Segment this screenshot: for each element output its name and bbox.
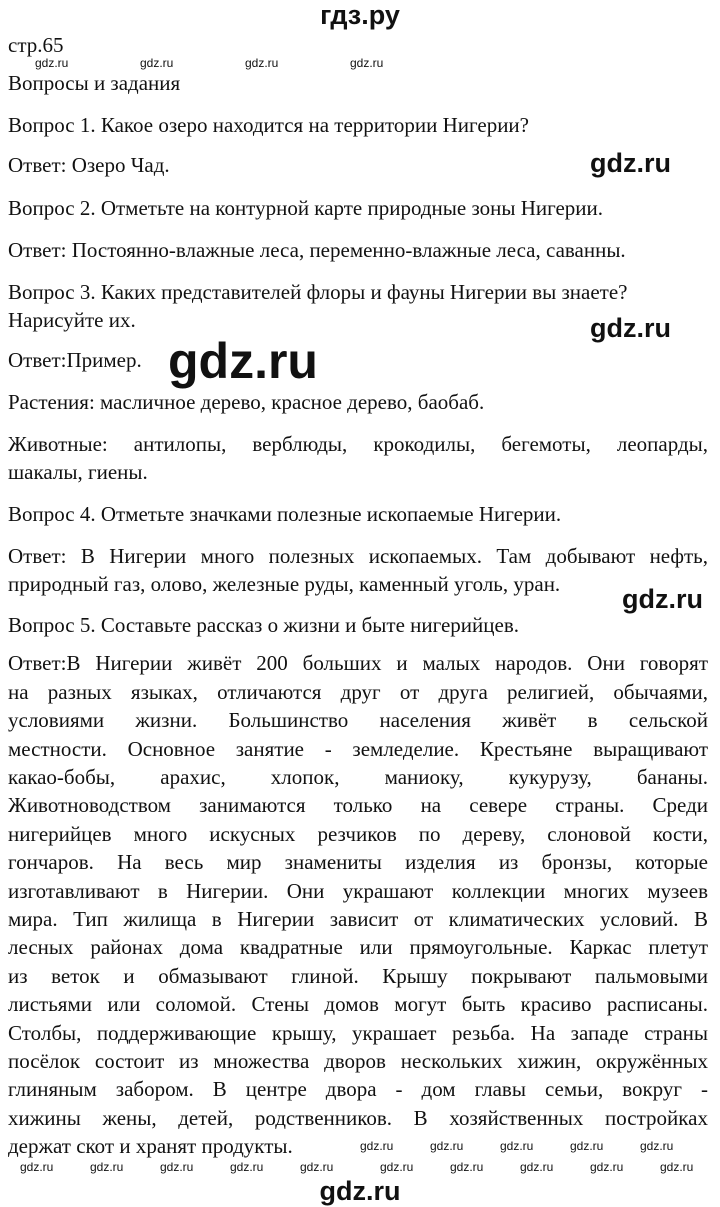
answer-5-line: гончаров. На весь мир знамениты изделия из бронзы, которые [8,850,708,874]
watermark: gdz.ru [520,1160,554,1174]
watermark-large: gdz.ru [168,333,318,389]
watermark: gdz.ru [590,148,671,178]
watermark: gdz.ru [35,56,69,70]
question-3-line: Вопрос 3. Каких представителей флоры и фауны Нигерии вы знаете? [8,280,628,304]
answer-1: Ответ: Озеро Чад. [8,153,170,177]
answer-4-line: Ответ: В Нигерии много полезных ископаемых. Там добывают нефть, [8,544,708,568]
answer-3-plants: Растения: масличное дерево, красное дерево, баобаб. [8,390,485,414]
section-title: Вопросы и задания [8,71,181,95]
answer-5-line: хижины жены, детей, родственников. В хозяйственных постройках [8,1106,708,1130]
watermark: gdz.ru [500,1139,534,1153]
site-header-logo: гдз.ру [320,0,400,30]
answer-5-line: посёлок состоит из множества дворов нескольких хижин, окружённых [8,1049,708,1073]
watermark: gdz.ru [430,1139,464,1153]
answer-5-line: на разных языках, отличаются друг от друга религией, обычаями, [8,680,708,704]
watermark: gdz.ru [90,1160,124,1174]
answer-5-line: изготавливают в Нигерии. Они украшают коллекции многих музеев [8,879,708,903]
watermark: gdz.ru [360,1139,394,1153]
watermark: gdz.ru [590,313,671,343]
question-5: Вопрос 5. Составьте рассказ о жизни и быте нигерийцев. [8,613,519,637]
question-4: Вопрос 4. Отметьте значками полезные ископаемые Нигерии. [8,502,562,526]
watermark: gdz.ru [660,1160,694,1174]
watermark: gdz.ru [640,1139,674,1153]
watermark: gdz.ru [20,1160,54,1174]
answer-5-line: из веток и обмазывают глиной. Крышу покрывают пальмовыми [8,964,708,988]
page-number: стр.65 [8,33,64,57]
answer-3-animals-line: Животные: антилопы, верблюды, крокодилы, бегемоты, леопарды, [8,432,708,456]
site-footer-logo: gdz.ru [319,1176,401,1206]
answer-5-line: глиняным забором. В центре двора - дом главы семьи, вокруг - [8,1077,708,1101]
answer-2: Ответ: Постоянно-влажные леса, переменно-влажные леса, саванны. [8,238,626,262]
question-3-line: Нарисуйте их. [8,308,136,332]
watermark: gdz.ru [230,1160,264,1174]
answer-5-line: Ответ:В Нигерии живёт 200 больших и малых народов. Они говорят [8,651,708,675]
answer-5-line: Столбы, поддерживающие крышу, украшает резьба. На западе страны [8,1021,708,1045]
answer-5-line: Животноводством занимаются только на севере страны. Среди [8,793,708,817]
watermark: gdz.ru [140,56,174,70]
watermark: gdz.ru [245,56,279,70]
answer-5-line: листьями или соломой. Стены домов могут быть красиво расписаны. [8,992,708,1016]
answer-5-line: нигерийцев много искусных резчиков по дереву, слоновой кости, [8,822,708,846]
answer-5-line: мира. Тип жилища в Нигерии зависит от климатических условий. В [8,907,708,931]
answer-3-animals-line: шакалы, гиены. [8,460,148,484]
answer-5-line: держат скот и хранят продукты. [8,1134,293,1158]
watermark: gdz.ru [450,1160,484,1174]
watermark: gdz.ru [160,1160,194,1174]
question-2: Вопрос 2. Отметьте на контурной карте природные зоны Нигерии. [8,196,604,220]
answer-5-line: лесных районах дома квадратные или прямоугольные. Каркас плетут [8,935,708,959]
answer-5-line: местности. Основное занятие - земледелие. Крестьяне выращивают [8,737,708,761]
answer-3-intro: Ответ:Пример. [8,348,142,372]
watermark: gdz.ru [590,1160,624,1174]
question-1: Вопрос 1. Какое озеро находится на территории Нигерии? [8,113,529,137]
watermark: gdz.ru [300,1160,334,1174]
watermark: gdz.ru [380,1160,414,1174]
watermark: gdz.ru [350,56,384,70]
watermark: gdz.ru [570,1139,604,1153]
watermark: gdz.ru [622,584,703,614]
answer-5-line: условиями жизни. Большинство населения живёт в сельской [8,708,708,732]
answer-5-line: какао-бобы, арахис, хлопок, маниоку, кукурузу, бананы. [8,765,708,789]
answer-4-line: природный газ, олово, железные руды, каменный уголь, уран. [8,572,561,596]
